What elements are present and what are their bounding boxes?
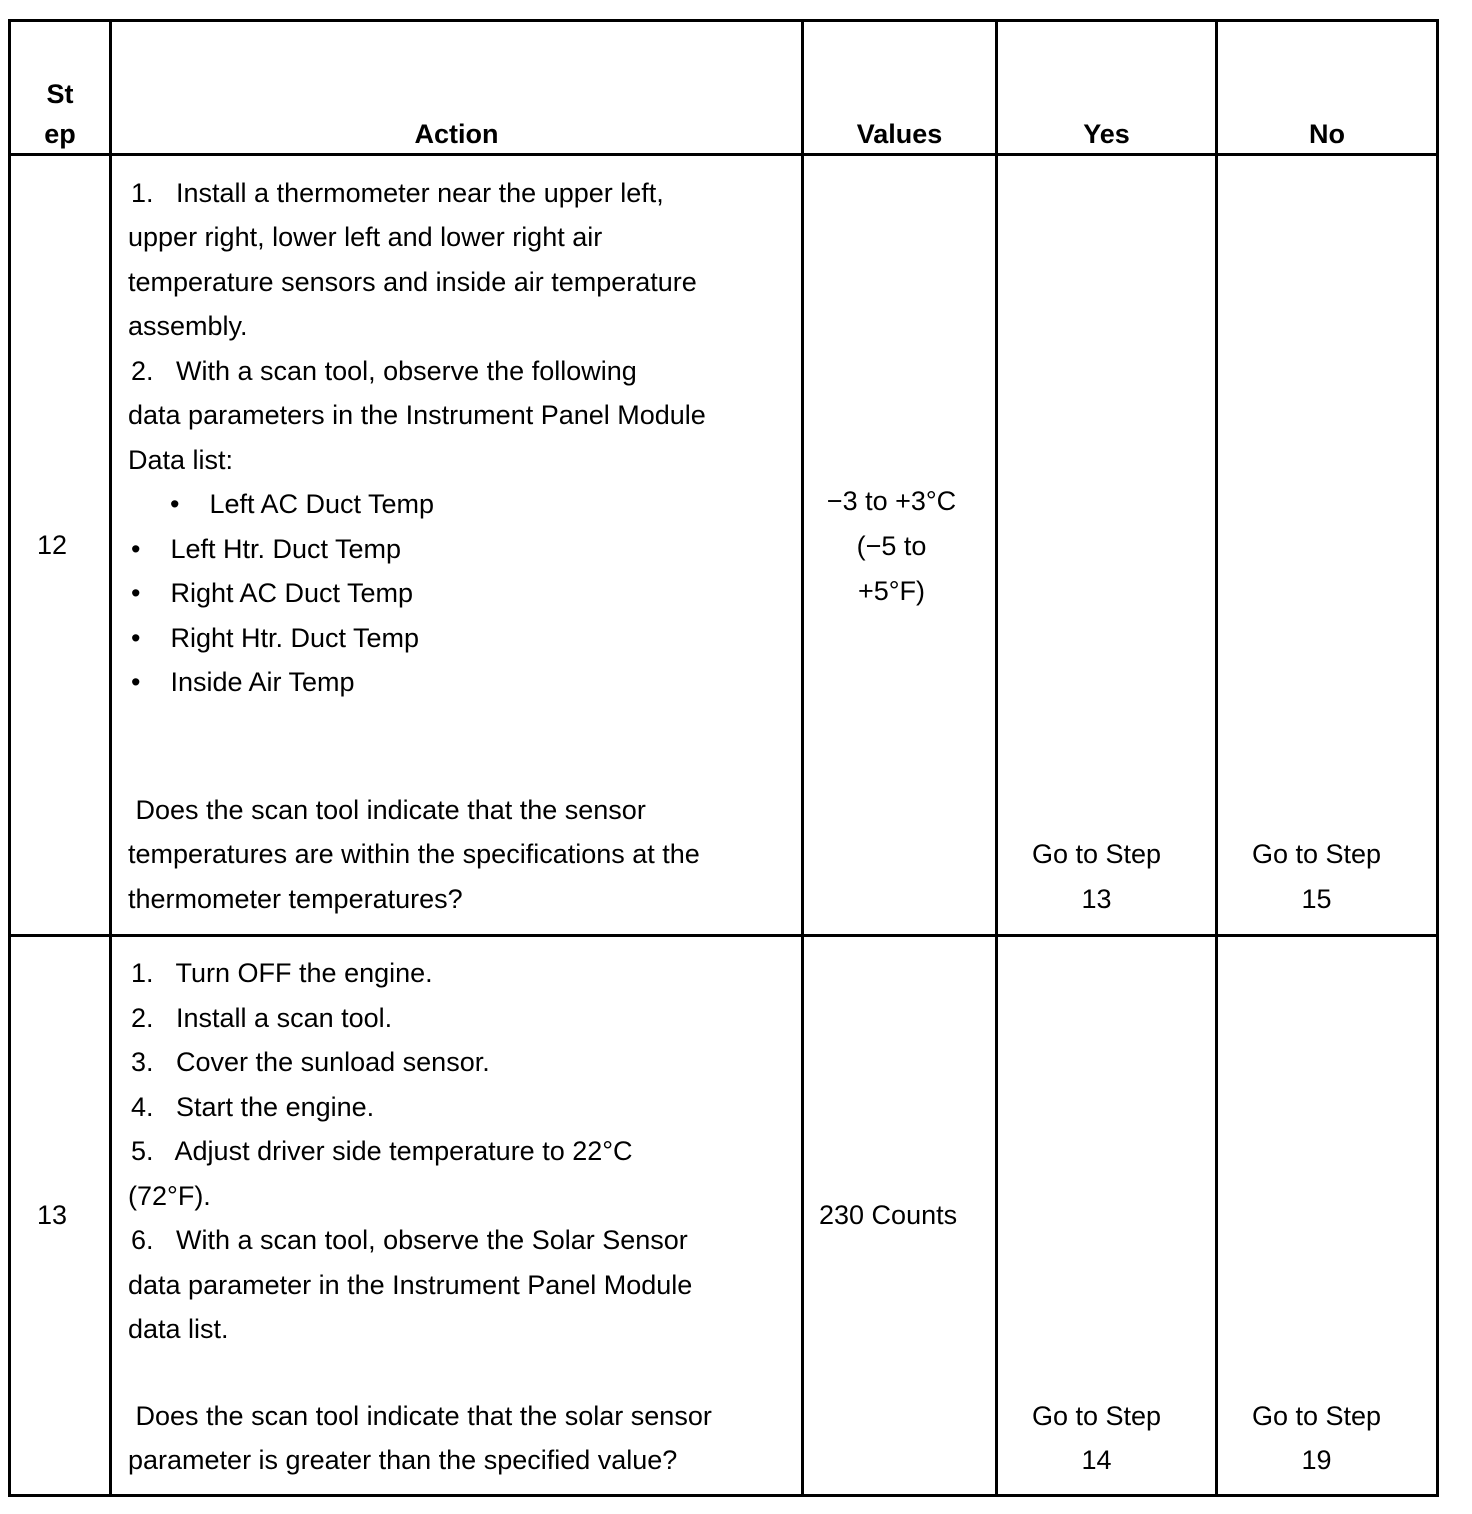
values-line: 230 Counts xyxy=(819,1200,958,1230)
action-line: (72°F). xyxy=(128,1181,211,1211)
action-line: data parameters in the Instrument Panel Module xyxy=(128,400,706,430)
values-line: −3 to +3°C xyxy=(826,486,957,516)
question-line: Does the scan tool indicate that the sensor xyxy=(128,795,646,825)
row-divider xyxy=(8,934,1439,937)
question-line: thermometer temperatures? xyxy=(128,884,463,914)
action-line: 1. Install a thermometer near the upper left, xyxy=(131,178,664,208)
header-step-line1: St xyxy=(46,79,74,109)
column-divider-values xyxy=(801,19,804,1497)
header-step-line2: ep xyxy=(44,119,76,149)
no-goto-step-number: 15 xyxy=(1301,884,1332,914)
action-line: 4. Start the engine. xyxy=(131,1092,375,1122)
yes-goto-step: Go to Step xyxy=(1031,839,1162,869)
question-line: parameter is greater than the specified value? xyxy=(128,1445,678,1475)
action-line: data parameter in the Instrument Panel Module xyxy=(128,1270,693,1300)
action-line: 1. Turn OFF the engine. xyxy=(131,958,433,988)
table-border-left xyxy=(8,19,11,1497)
column-divider-no xyxy=(1215,19,1218,1497)
header-action: Action xyxy=(414,119,499,149)
action-line: assembly. xyxy=(128,311,248,341)
step-number: 12 xyxy=(36,530,68,560)
action-line: data list. xyxy=(128,1314,229,1344)
question-line: Does the scan tool indicate that the solar sensor xyxy=(128,1401,712,1431)
header-yes: Yes xyxy=(1083,119,1130,149)
yes-goto-step-number: 13 xyxy=(1081,884,1112,914)
no-goto-step-number: 19 xyxy=(1301,1445,1332,1475)
yes-goto-step: Go to Step xyxy=(1031,1401,1162,1431)
question-line: temperatures are within the specifications at the xyxy=(128,839,700,869)
column-divider-yes xyxy=(995,19,998,1497)
header-values: Values xyxy=(856,119,943,149)
bullet-item: • Inside Air Temp xyxy=(131,667,355,697)
header-divider xyxy=(8,153,1439,156)
action-line: 6. With a scan tool, observe the Solar Sensor xyxy=(131,1225,688,1255)
action-line: temperature sensors and inside air temperature xyxy=(128,267,697,297)
bullet-item: • Right Htr. Duct Temp xyxy=(131,623,420,653)
no-goto-step: Go to Step xyxy=(1251,839,1382,869)
bullet-item: • Left AC Duct Temp xyxy=(170,489,435,519)
action-line: 5. Adjust driver side temperature to 22°C xyxy=(131,1136,633,1166)
header-no: No xyxy=(1309,119,1345,149)
values-line: (−5 to xyxy=(856,531,927,561)
action-line: Data list: xyxy=(128,445,234,475)
column-divider-action xyxy=(109,19,112,1497)
step-number: 13 xyxy=(36,1200,68,1230)
table-border-top xyxy=(8,19,1439,22)
action-line: 3. Cover the sunload sensor. xyxy=(131,1047,490,1077)
no-goto-step: Go to Step xyxy=(1251,1401,1382,1431)
bullet-item: • Left Htr. Duct Temp xyxy=(131,534,402,564)
action-line: 2. With a scan tool, observe the following xyxy=(131,356,637,386)
table-border-bottom xyxy=(8,1494,1439,1497)
values-line: +5°F) xyxy=(857,576,926,606)
action-line: 2. Install a scan tool. xyxy=(131,1003,393,1033)
yes-goto-step-number: 14 xyxy=(1081,1445,1112,1475)
action-line: upper right, lower left and lower right air xyxy=(128,222,603,252)
bullet-item: • Right AC Duct Temp xyxy=(131,578,414,608)
table-border-right xyxy=(1436,19,1439,1497)
